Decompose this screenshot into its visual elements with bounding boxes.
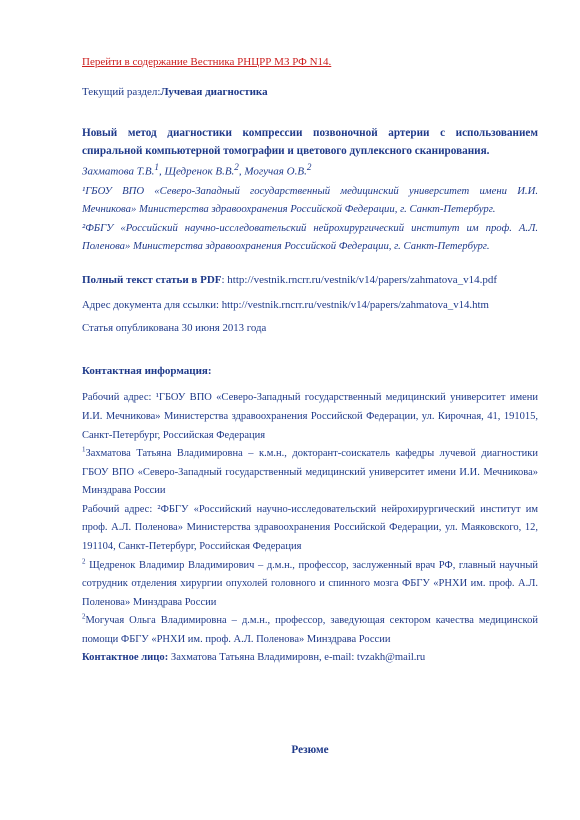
section-name: Лучевая диагностика [160, 86, 268, 98]
person-1: $^1$Захматова Татьяна Владимировна – к.м.н., докторант-соискатель кафедры лучевой диагностики ГБОУ ВПО «Северо-Западный государственный медицинский университет имени И.И. Мечникова» Минздрава России [82, 445, 538, 497]
document-content [82, 52, 538, 668]
author-1: Захматова Т.В. [82, 165, 155, 178]
work-address-1: Рабочий адрес: ¹ГБОУ ВПО «Северо-Западный государственный медицинский университет имени И.И. Мечникова» Министерства здравоохранения Российской Федерации, ул. Кирочная, 41, 191015, Санкт-Петербург, Российская Федерация [82, 392, 538, 441]
publication-date: Статья опубликована 30 июня 2013 года [82, 322, 267, 335]
person-2: $^2$ Щедренок Владимир Владимирович – д.м.н., профессор, заслуженный врач РФ, главный научный сотрудник отделения хирургии опухолей головного и спинного мозга ФБГУ «РНХИ им. проф. А.Л. Поленова» Минздрава России [82, 557, 538, 608]
contact-person [82, 649, 538, 668]
section-prefix: Текущий раздел: [82, 86, 161, 98]
pdf-url[interactable]: : http://vestnik.rncrr.ru/vestnik/v14/papers/zahmatova_v14.pdf [221, 274, 498, 287]
contact-value: Захматова Татьяна Владимировн, e-mail: tvzakh@mail.ru [168, 652, 426, 664]
author-3: , Могучая О.В. [238, 165, 307, 178]
contacts-heading: Контактная информация: [82, 365, 212, 378]
pdf-link-line [82, 274, 538, 286]
document-address[interactable]: Адрес документа для ссылки: http://vestnik.rncrr.ru/vestnik/v14/papers/zahmatova_v14.htm [82, 299, 489, 312]
pdf-label: Полный текст статьи в PDF [82, 274, 222, 287]
work-address-2: Рабочий адрес: ²ФБГУ «Российский научно-исследовательский нейрохирургический институт им проф. А.Л. Поленова» Министерства здравоохранения Российской Федерации, ул. Маяковского, 12, 191104, Санкт-Петербург, Российская Федерация [82, 503, 538, 552]
resume-heading: Резюме [291, 744, 329, 756]
toc-link[interactable]: Перейти в содержание Вестника РНЦРР МЗ РФ N14. [82, 56, 332, 68]
affiliation-1: ¹ГБОУ ВПО «Северо-Западный государственный медицинский университет имени И.И. Мечникова» Министерства здравоохранения Российской Федерации, г. Санкт-Петербург. [82, 184, 538, 216]
person-3: $^2$Могучая Ольга Владимировна – д.м.н., профессор, заведующая сектором качества медицинской помощи ФБГУ «РНХИ им. проф. А.Л. Поленова» Минздрава России [82, 612, 538, 645]
article-title: Новый метод диагностики компрессии позвоночной артерии с использованием спиральной компьютерной томографии и цветового дуплексного сканирования. [82, 127, 538, 158]
contact-label: Контактное лицо: [82, 652, 169, 664]
author-2: , Щедренок В.В. [158, 165, 235, 178]
article-authors: Захматова Т.В.$^1$, Щедренок В.В.$^2$, Могучая О.В.$^2$ [82, 162, 312, 178]
affiliation-2: ²ФБГУ «Российский научно-исследовательский нейрохирургический институт им проф. А.Л. Поленова» Министерства здравоохранения Российской Федерации, г. Санкт-Петербург. [82, 221, 538, 252]
current-section [82, 86, 538, 98]
